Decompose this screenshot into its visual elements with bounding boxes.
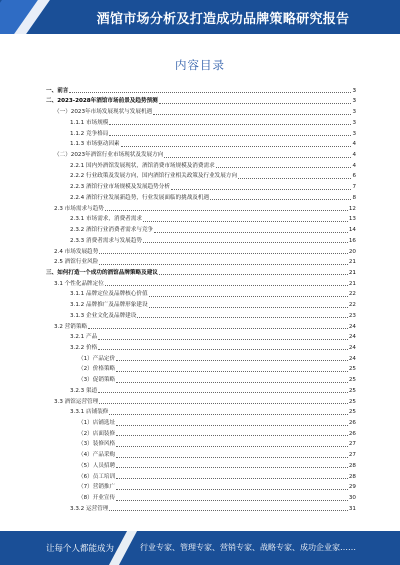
report-title: 酒馆市场分析及打造成功品牌策略研究报告	[96, 12, 350, 27]
toc-dot-leader	[116, 489, 348, 490]
toc-dot-leader	[116, 425, 348, 426]
toc-entry-page: 7	[352, 184, 356, 191]
toc-entry-page: 20	[348, 248, 356, 255]
toc-dot-leader	[116, 371, 348, 372]
toc-entry[interactable]	[46, 363, 356, 374]
toc-dot-leader	[116, 457, 348, 458]
toc-entry-page: 3	[352, 130, 356, 137]
toc-dot-leader	[171, 189, 352, 190]
toc-entry[interactable]	[46, 331, 356, 342]
toc-entry-title: 2.3.1 市场需求，消费者需求	[70, 216, 142, 223]
toc-dot-leader	[143, 242, 348, 243]
footer-slogan-right: 行业专家、管理专家、营销专家、战略专家、成功企业家……	[140, 543, 356, 552]
toc-entry-page: 28	[348, 462, 356, 469]
toc-dot-leader	[116, 360, 348, 361]
toc-entry[interactable]	[46, 438, 356, 449]
toc-dot-leader	[109, 124, 351, 125]
toc-entry-page: 23	[348, 312, 356, 319]
toc-entry[interactable]	[46, 470, 356, 481]
toc-dot-leader	[121, 146, 352, 147]
toc-entry-page: 24	[348, 334, 356, 341]
toc-entry-page: 4	[352, 152, 356, 159]
toc-entry-page: 12	[348, 205, 356, 212]
toc-entry[interactable]	[46, 266, 356, 277]
toc-dot-leader	[149, 307, 348, 308]
toc-dot-leader	[116, 478, 348, 479]
toc-entry[interactable]	[46, 341, 356, 352]
toc-entry-page: 25	[348, 409, 356, 416]
toc-dot-leader	[116, 435, 348, 436]
toc-entry-title: 2.2.3 酒馆行业市场规模及发展趋势分析	[70, 184, 170, 191]
toc-dot-leader	[149, 296, 348, 297]
toc-entry-page: 21	[348, 269, 356, 276]
toc-entry-page: 25	[348, 377, 356, 384]
toc-dot-leader	[116, 500, 348, 501]
toc-dot-leader	[98, 349, 348, 350]
toc-dot-leader	[116, 382, 348, 383]
toc-entry[interactable]	[46, 427, 356, 438]
toc-dot-leader	[99, 403, 348, 404]
toc-entry[interactable]	[46, 288, 356, 299]
toc-entry-page: 25	[348, 387, 356, 394]
toc-entry[interactable]	[46, 159, 356, 170]
toc-entry-title: 3.3.1 店铺装修	[70, 409, 109, 416]
toc-dot-leader	[116, 446, 348, 447]
toc-entry-title: （4）产品采购	[78, 452, 116, 459]
toc-entry[interactable]	[46, 105, 356, 116]
toc-entry[interactable]	[46, 170, 356, 181]
toc-entry-page: 26	[348, 420, 356, 426]
toc-dot-leader	[99, 264, 348, 265]
toc-entry-page: 8	[352, 194, 356, 201]
toc-entry-title: 2.3.2 酒馆行业消费者需求与竞争	[70, 227, 154, 234]
toc-entry[interactable]	[46, 245, 356, 256]
toc-dot-leader	[69, 92, 351, 93]
toc-entry[interactable]	[46, 191, 356, 202]
toc-entry[interactable]	[46, 448, 356, 459]
toc-dot-leader	[109, 135, 351, 136]
toc-entry-page: 14	[348, 227, 356, 234]
toc-entry-page: 27	[348, 441, 356, 448]
toc-entry-title: 2.2.2 行业政策及发展方向，国内酒馆行业相关政策及行业发展方向	[70, 173, 238, 180]
toc-entry[interactable]	[46, 459, 356, 470]
toc-dot-leader	[164, 157, 351, 158]
toc-entry-title: 3.3 酒馆运营管理	[54, 398, 99, 405]
toc-entry[interactable]	[46, 95, 356, 106]
toc-dot-leader	[159, 103, 352, 104]
toc-entry-title: （1）店铺选址	[78, 420, 116, 426]
toc-entry-title: 2.2.4 酒馆行业发展新趋势，行业发展面临的挑战及机遇	[70, 194, 210, 201]
toc-entry-title: 2.2.1 国内外酒馆发展现状，酒馆消费市场规模及消费需求	[70, 162, 215, 169]
toc-dot-leader	[98, 339, 348, 340]
toc-entry[interactable]	[46, 320, 356, 331]
toc-entry-title: 3.2.1 产品	[70, 334, 98, 341]
toc-entry-page: 21	[348, 280, 356, 287]
toc-dot-leader	[238, 178, 351, 179]
toc-entry[interactable]	[46, 395, 356, 406]
toc-entry[interactable]	[46, 202, 356, 213]
toc-entry-title: （1）产品定价	[78, 355, 116, 362]
toc-entry-page: 28	[348, 473, 356, 480]
toc-entry[interactable]	[46, 352, 356, 363]
toc-entry-page: 24	[348, 323, 356, 330]
toc-entry-page: 24	[348, 355, 356, 362]
toc-entry[interactable]	[46, 180, 356, 191]
toc-entry[interactable]	[46, 384, 356, 395]
toc-entry-title: （3）装修风格	[78, 441, 116, 448]
toc-entry-title: （5）人员招聘	[78, 462, 116, 469]
toc-entry-page: 31	[348, 505, 356, 512]
toc-entry-page: 26	[348, 430, 356, 437]
toc-entry-title: （2）价格策略	[78, 366, 116, 373]
toc-entry[interactable]	[46, 416, 356, 427]
footer-banner	[0, 531, 400, 565]
toc-entry-title: 2.5 酒馆行业风险	[54, 259, 99, 266]
toc-dot-leader	[99, 253, 348, 254]
toc-entry-title: 3.1 个性化品牌定位	[54, 280, 104, 287]
toc-entry-title: 3.2 营销策略	[54, 323, 88, 330]
toc-entry-title: 2.3.3 消费者需求与发展趋势	[70, 237, 142, 244]
toc-entry-title: 1.1.3 市场驱动因素	[70, 141, 120, 148]
toc-entry-page: 22	[348, 291, 356, 298]
toc-entry-page: 25	[348, 398, 356, 405]
toc-entry-page: 4	[352, 162, 356, 169]
toc-entry[interactable]	[46, 481, 356, 492]
toc-entry[interactable]	[46, 116, 356, 127]
toc-entry[interactable]	[46, 309, 356, 320]
toc-entry-title: 3.1.3 企业文化及品牌建设	[70, 312, 137, 319]
toc-entry-title: 3.2.3 渠道	[70, 387, 98, 394]
toc-entry-page: 3	[352, 109, 356, 116]
toc-dot-leader	[153, 114, 351, 115]
toc-entry[interactable]	[46, 491, 356, 502]
toc-entry-title: 1.1.1 市场规模	[70, 119, 109, 126]
toc-entry[interactable]	[46, 298, 356, 309]
toc-dot-leader	[105, 285, 348, 286]
toc-entry-page: 13	[348, 216, 356, 223]
toc-dot-leader	[143, 221, 348, 222]
toc-entry[interactable]	[46, 148, 356, 159]
toc-dot-leader	[109, 510, 347, 511]
toc-entry-page: 29	[348, 484, 356, 491]
toc-entry-title: （8）开业宣传	[78, 495, 116, 502]
toc-dot-leader	[137, 317, 348, 318]
toc-entry-title: （3）促销策略	[78, 377, 116, 384]
toc-entry-page: 21	[348, 259, 356, 266]
toc-dot-leader	[88, 328, 348, 329]
toc-dot-leader	[210, 199, 351, 200]
footer-slogan-left: 让每个人都能成为	[46, 544, 115, 554]
toc-entry-title: 一、前言	[46, 87, 69, 94]
toc-entry-title: （7）营销推广	[78, 484, 116, 491]
toc-heading: 内容目录	[175, 58, 225, 72]
toc-entry-title: （二）2023年酒馆行业市场现状及发展方向	[54, 152, 164, 159]
toc-entry-title: 2.3 市场需求与趋势	[54, 205, 104, 212]
toc-dot-leader	[159, 274, 348, 275]
toc-entry[interactable]	[46, 256, 356, 267]
toc-entry-page: 16	[348, 237, 356, 244]
toc-entry-title: （6）员工培训	[78, 473, 116, 480]
toc-entry-title: 3.1.1 品牌定位及品牌核心价值	[70, 291, 148, 298]
toc-entry-title: 1.1.2 竞争格局	[70, 130, 109, 137]
toc-dot-leader	[154, 232, 348, 233]
toc-entry[interactable]	[46, 502, 356, 513]
toc-entry[interactable]	[46, 213, 356, 224]
toc-dot-leader	[116, 467, 348, 468]
toc-entry[interactable]	[46, 127, 356, 138]
toc-entry-title: （2）店面装修	[78, 430, 116, 437]
toc-dot-leader	[216, 167, 352, 168]
toc-entry-title: 三、如何打造一个成功的酒馆品牌策略及建议	[46, 269, 158, 276]
toc-entry-page: 24	[348, 344, 356, 351]
toc-entry-page: 3	[352, 98, 356, 105]
toc-dot-leader	[109, 414, 347, 415]
table-of-contents	[46, 84, 356, 513]
toc-entry-page: 25	[348, 366, 356, 373]
toc-entry-title: 二、2023-2028年酒馆市场前景及趋势预测	[46, 98, 158, 105]
toc-entry-page: 30	[348, 495, 356, 502]
toc-entry-title: 3.1.2 品牌推广及品牌形象建设	[70, 302, 148, 309]
toc-entry-title: 3.2.2 价格	[70, 344, 98, 351]
toc-entry-page: 22	[348, 302, 356, 309]
toc-entry-page: 4	[352, 141, 356, 148]
toc-dot-leader	[105, 210, 348, 211]
toc-entry[interactable]	[46, 373, 356, 384]
toc-entry-title: （一）2023年市场发展现状与发展机遇	[54, 109, 153, 116]
toc-entry[interactable]	[46, 277, 356, 288]
toc-entry[interactable]	[46, 406, 356, 417]
toc-entry[interactable]	[46, 223, 356, 234]
toc-entry-page: 6	[352, 173, 356, 180]
header-banner	[0, 0, 400, 34]
toc-entry-page: 3	[352, 87, 356, 94]
toc-entry[interactable]	[46, 138, 356, 149]
toc-entry-title: 3.3.2 运营管理	[70, 505, 109, 512]
toc-entry-page: 3	[352, 119, 356, 126]
toc-entry[interactable]	[46, 84, 356, 95]
toc-entry[interactable]	[46, 234, 356, 245]
toc-dot-leader	[98, 392, 348, 393]
toc-entry-title: 2.4 市场发展趋势	[54, 248, 99, 255]
toc-entry-page: 27	[348, 452, 356, 459]
